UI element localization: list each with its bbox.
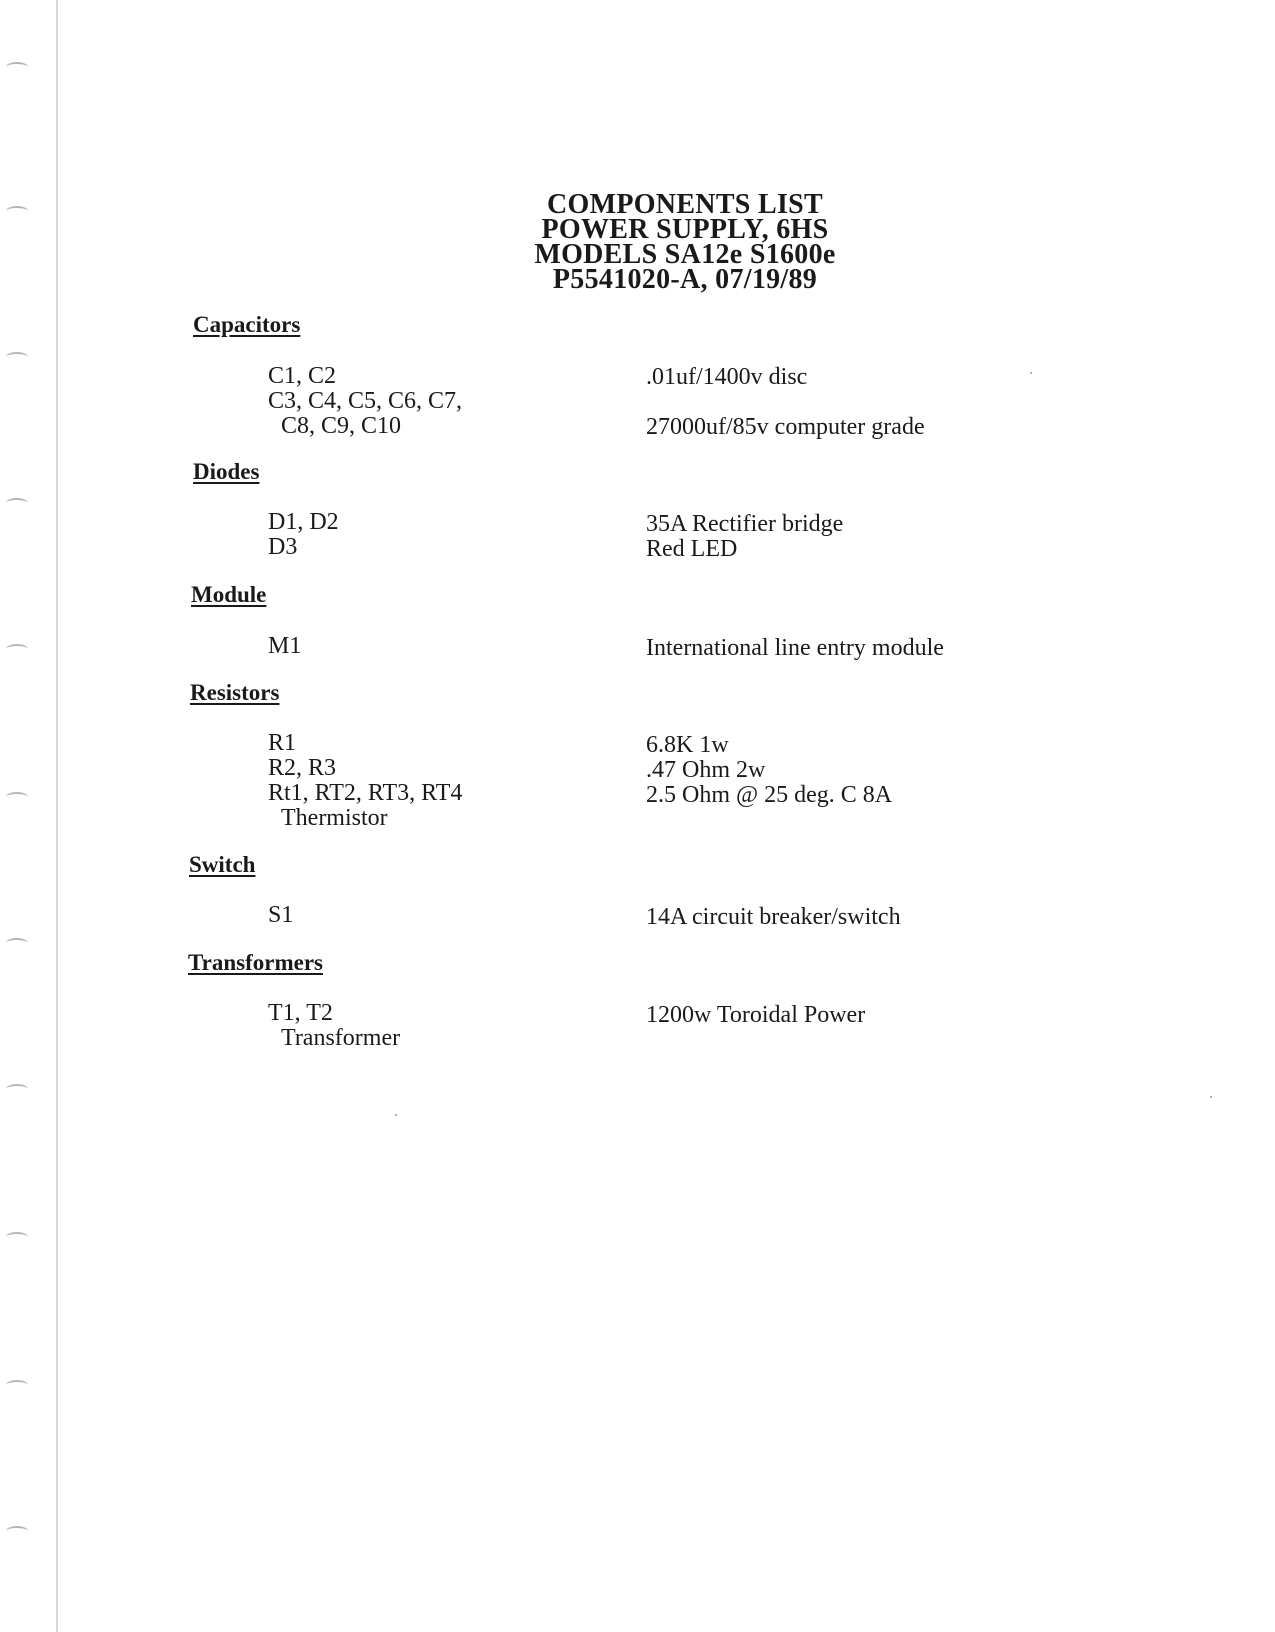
ref-line: Rt1, RT2, RT3, RT4 <box>268 780 463 806</box>
ref-line: T1, T2 <box>268 1000 333 1026</box>
desc-line: 6.8K 1w <box>646 732 729 758</box>
diodes-descs <box>646 512 843 562</box>
switch-desc: 14A circuit breaker/switch <box>646 904 901 930</box>
section-heading-capacitors: Capacitors <box>193 312 301 337</box>
title-line: P5541020-A, 07/19/89 <box>552 264 818 295</box>
punch-hole-mark <box>6 1380 28 1390</box>
punch-hole-mark <box>6 938 28 948</box>
scan-speck <box>395 1114 397 1116</box>
document-title <box>430 189 940 295</box>
capacitors-refs <box>268 364 462 439</box>
ref-line: R2, R3 <box>268 755 337 781</box>
punch-hole-mark <box>6 792 28 802</box>
punch-hole-mark <box>6 206 28 216</box>
ref-line: C3, C4, C5, C6, C7, <box>268 388 463 414</box>
transformers-refs <box>268 1001 400 1051</box>
diodes-refs <box>268 510 339 560</box>
ref-line: D3 <box>268 534 298 560</box>
resistors-descs <box>646 733 892 808</box>
punch-hole-mark <box>6 1232 28 1242</box>
module-desc: International line entry module <box>646 635 944 661</box>
desc-line: 35A Rectifier bridge <box>646 511 844 537</box>
scan-speck <box>1210 1096 1212 1098</box>
section-heading-resistors: Resistors <box>190 680 280 705</box>
ref-line: C1, C2 <box>268 363 337 389</box>
ref-line: Transformer <box>281 1025 401 1051</box>
ref-line: Thermistor <box>281 805 388 831</box>
section-heading-diodes: Diodes <box>193 459 260 484</box>
resistors-refs <box>268 731 462 831</box>
module-ref: M1 <box>268 633 302 659</box>
punch-hole-mark <box>6 498 28 508</box>
desc-line: Red LED <box>646 536 738 562</box>
desc-line: .47 Ohm 2w <box>646 757 766 783</box>
punch-hole-mark <box>6 644 28 654</box>
capacitors-desc-1: .01uf/1400v disc <box>646 364 808 390</box>
section-heading-module: Module <box>191 582 267 607</box>
section-heading-switch: Switch <box>189 852 256 877</box>
section-heading-transformers: Transformers <box>188 950 323 975</box>
punch-hole-mark <box>6 1084 28 1094</box>
scan-speck <box>1030 372 1032 374</box>
punch-hole-mark <box>6 1526 28 1536</box>
ref-line: C8, C9, C10 <box>281 413 402 439</box>
ref-line: D1, D2 <box>268 509 339 535</box>
capacitors-desc-2: 27000uf/85v computer grade <box>646 414 925 440</box>
binder-margin-line <box>56 0 58 1632</box>
punch-hole-mark <box>6 352 28 362</box>
title-line: MODELS SA12e S1600e <box>534 239 836 270</box>
switch-ref: S1 <box>268 902 294 928</box>
ref-line: R1 <box>268 730 297 756</box>
title-line: COMPONENTS LIST <box>547 189 823 220</box>
desc-line: 2.5 Ohm @ 25 deg. C 8A <box>646 782 893 808</box>
transformers-desc: 1200w Toroidal Power <box>646 1002 866 1028</box>
punch-hole-mark <box>6 62 28 72</box>
title-line: POWER SUPPLY, 6HS <box>541 214 829 245</box>
